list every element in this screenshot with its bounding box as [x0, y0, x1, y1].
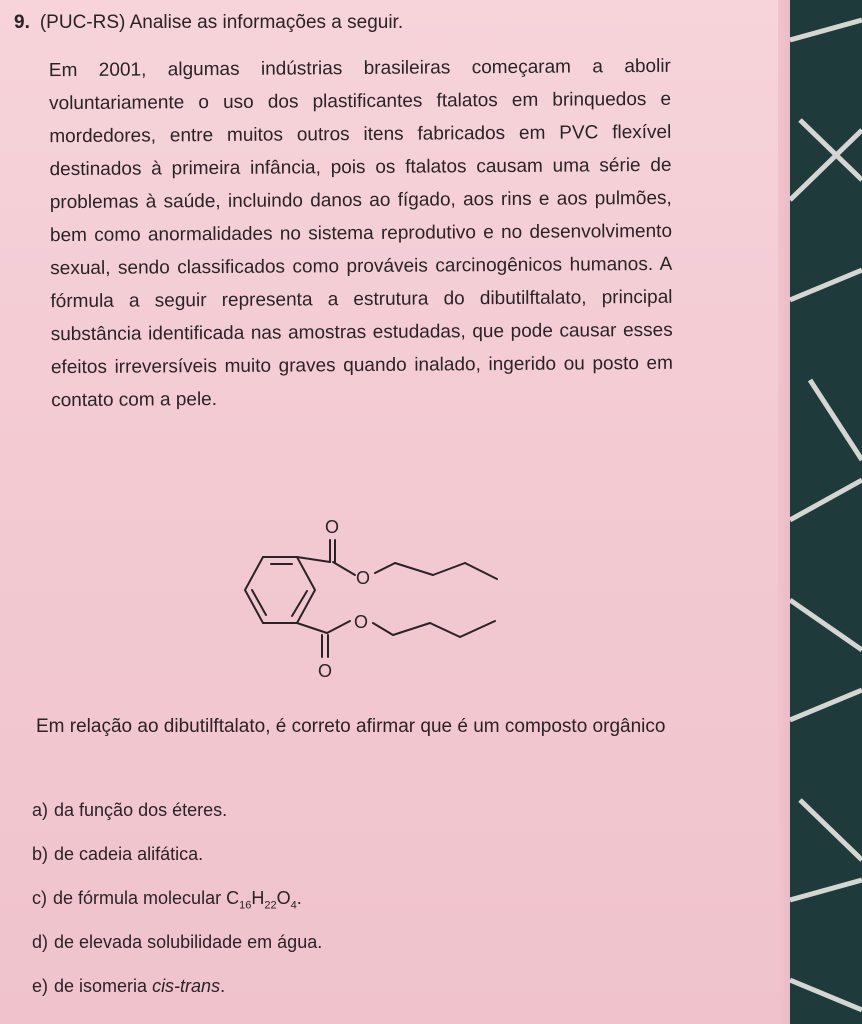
option-letter: d) [32, 932, 49, 952]
option-suffix: . [220, 976, 226, 996]
option-italic: cis-trans [152, 976, 221, 996]
question-source: (PUC-RS) Analise as informações a seguir. [39, 12, 404, 33]
dibutyl-phthalate-structure [215, 505, 515, 685]
benzene-ring [245, 557, 315, 623]
option-a[interactable] [32, 788, 322, 832]
atom-oxygen-ester-bottom: O [354, 612, 369, 632]
option-e[interactable] [32, 964, 322, 1008]
formula-count-c: 16 [239, 899, 252, 912]
option-prefix: de isomeria [54, 976, 153, 996]
formula-count-h: 22 [264, 899, 277, 912]
background-fabric [790, 0, 862, 1024]
option-letter: c) [32, 888, 47, 908]
option-text: de cadeia alifática. [54, 844, 204, 864]
option-letter: b) [32, 844, 49, 864]
formula-element-h: H [251, 888, 265, 908]
formula-element-o: O [276, 888, 291, 908]
option-letter: e) [32, 976, 49, 996]
question-header [14, 12, 403, 34]
atom-oxygen-ester-top: O [356, 568, 371, 588]
option-text: de elevada solubilidade em água. [54, 932, 323, 952]
option-letter: a) [32, 800, 49, 820]
answer-options [32, 788, 322, 1008]
option-d[interactable] [32, 920, 322, 964]
option-suffix: . [296, 888, 302, 908]
fabric-pattern [790, 0, 862, 1024]
option-b[interactable] [32, 832, 322, 876]
formula-element-c: C [226, 888, 240, 908]
atom-oxygen-carbonyl-bottom: O [318, 661, 333, 681]
question-stem: Em relação ao dibutilftalato, é correto afirmar que é um composto orgânico [36, 716, 666, 737]
option-text: da função dos éteres. [54, 800, 228, 820]
option-prefix: de fórmula molecular [53, 888, 227, 908]
option-c[interactable] [32, 876, 322, 920]
passage-text: Em 2001, algumas indústrias brasileiras começaram a abolir voluntariamente o uso dos plastificantes ftalatos em brinquedos e mordedores, entre muitos outros itens fabricados em PVC flexível destinados à primeira infância, pois os ftalatos causam uma série de problemas à saúde, incluindo danos ao fígado, aos rins e aos pulmões, bem como anormalidades no sistema reprodutivo e no desenvolvimento sexual, sendo classificados como prováveis carcinogênicos humanos. A fórmula a seguir representa a estrutura do dibutilftalato, principal substância identificada nas amostras estudadas, que pode causar esses efeitos irreversíveis muito graves quando inalado, ingerido ou posto em contato com a pele. [48, 55, 673, 412]
formula-count-o: 4 [290, 899, 297, 912]
question-number: 9. [14, 12, 30, 33]
atom-oxygen-carbonyl-top: O [325, 517, 340, 537]
